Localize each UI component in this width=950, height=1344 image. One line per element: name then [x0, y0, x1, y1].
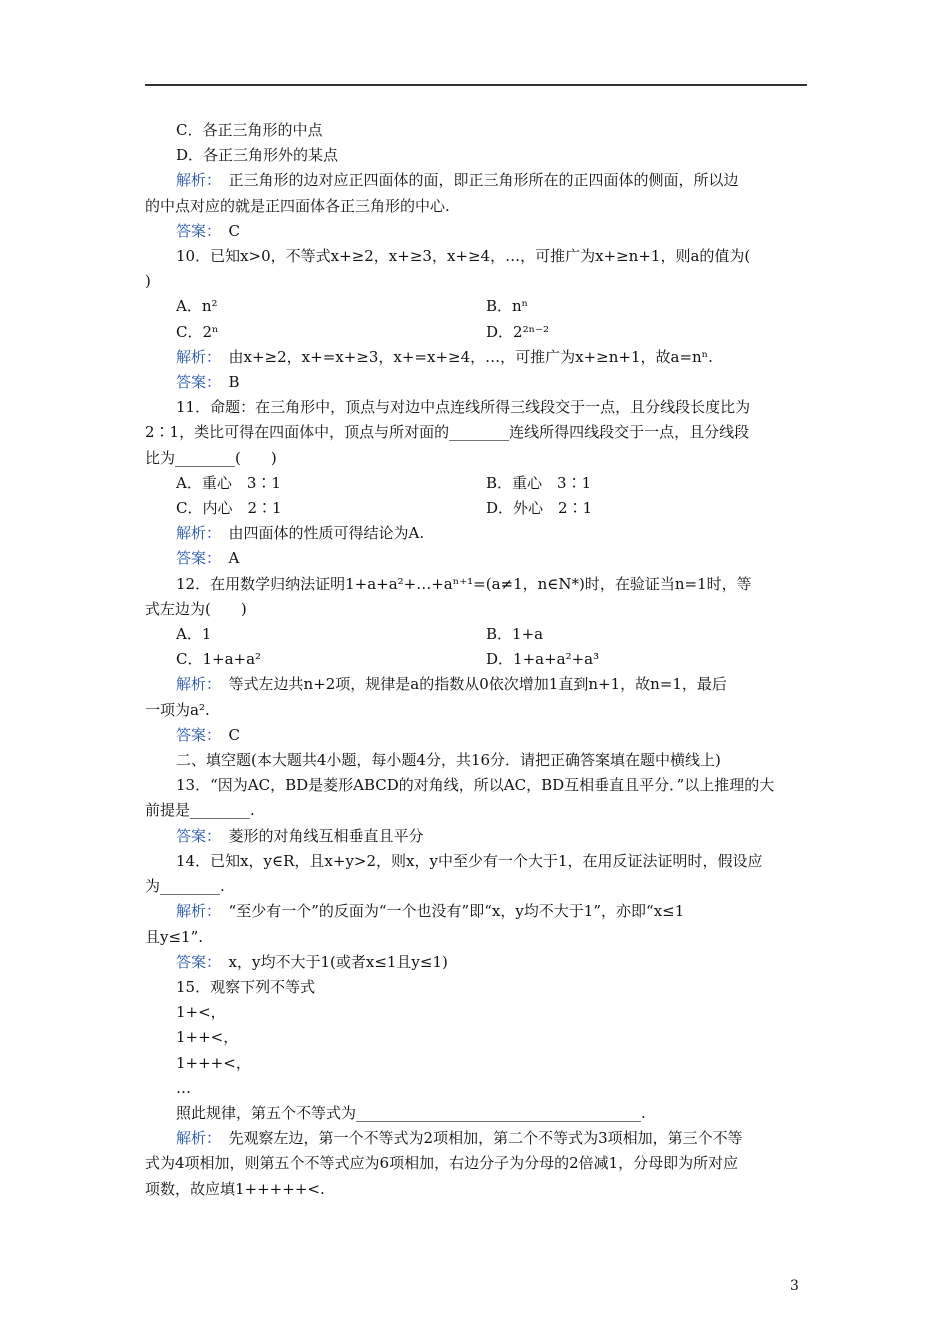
analysis-label: 解析：: [176, 347, 214, 366]
option-a: A．n²: [176, 297, 218, 316]
option-a: A．1: [176, 625, 212, 644]
answer-label: 答案：: [176, 826, 214, 845]
option-d-q9: D．各正三角形外的某点: [176, 146, 339, 165]
analysis-text: 正三角形的边对应正四面体的面，即正三角形所在的正四面体的侧面，所以边: [228, 171, 739, 190]
analysis-text: 等式左边共n+2项，规律是a的指数从0依次增加1直到n+1，故n=1，最后: [228, 675, 727, 694]
analysis-q9-cont: 的中点对应的就是正四面体各正三角形的中心.: [145, 196, 450, 215]
answer-label: 答案：: [176, 221, 214, 240]
question-12: 12．在用数学归纳法证明1+a+a²+…+aⁿ⁺¹=(a≠1，n∈N*)时，在验证当n=1时，等: [176, 574, 752, 593]
answer-text: C: [228, 221, 241, 240]
analysis-q11: [145, 521, 807, 546]
option-a: A．重心 3∶1: [176, 473, 281, 492]
options-row: [145, 320, 807, 345]
answer-q13: [145, 824, 807, 849]
option-d: D．外心 2∶1: [486, 499, 593, 518]
question-13-cont: 前提是________.: [145, 801, 255, 820]
option-b: B．1+a: [486, 625, 544, 644]
answer-text: C: [228, 725, 241, 744]
answer-text: 菱形的对角线互相垂直且平分: [228, 826, 424, 845]
analysis-label: 解析：: [176, 1129, 214, 1148]
analysis-q9: [145, 168, 807, 193]
question-14: 14．已知x，y∈R，且x+y>2，则x，y中至少有一个大于1，在用反证法证明时，假设应: [176, 851, 763, 870]
answer-q9: [145, 219, 807, 244]
answer-text: B: [228, 373, 240, 392]
analysis-text: 由四面体的性质可得结论为A.: [228, 524, 425, 543]
options-row: [145, 496, 807, 521]
option-c: C．内心 2∶1: [176, 499, 282, 518]
answer-q10: [145, 370, 807, 395]
option-d: D．1+a+a²+a³: [486, 650, 600, 669]
analysis-text: “至少有一个”的反面为“一个也没有”即“x，y均不大于1”，亦即“x≤1: [228, 902, 685, 921]
analysis-label: 解析：: [176, 171, 214, 190]
analysis-q12-cont: 一项为a².: [145, 700, 210, 719]
question-12-cont: 式左边为( ): [145, 599, 247, 618]
option-c: C．2ⁿ: [176, 322, 219, 341]
inequality-line: 1+<，: [176, 1003, 226, 1022]
question-15-prompt: 照此规律，第五个不等式为______________________________________.: [176, 1103, 646, 1122]
analysis-q10: [145, 345, 807, 370]
answer-label: 答案：: [176, 952, 214, 971]
option-c: C．1+a+a²: [176, 650, 262, 669]
analysis-label: 解析：: [176, 524, 214, 543]
options-row: [145, 622, 807, 647]
question-10: 10．已知x>0，不等式x+≥2，x+≥3，x+≥4，…，可推广为x+≥n+1，则a的值为(: [176, 247, 751, 266]
analysis-q14-cont: 且y≤1”.: [145, 927, 204, 946]
analysis-label: 解析：: [176, 902, 214, 921]
question-11-cont: 2∶1，类比可得在四面体中，顶点与所对面的________连线所得四线段交于一点，且分线段: [145, 423, 750, 442]
answer-q12: [145, 723, 807, 748]
analysis-q15: [145, 1126, 807, 1151]
answer-label: 答案：: [176, 549, 214, 568]
analysis-text: 由x+≥2，x+=x+≥3，x+=x+≥4，…，可推广为x+≥n+1，故a=nⁿ.: [228, 347, 713, 366]
option-d: D．2²ⁿ⁻²: [486, 322, 550, 341]
inequality-line: …: [176, 1078, 191, 1097]
analysis-q15-cont: 式为4项相加，则第五个不等式应为6项相加，右边分子为分母的2倍减1，分母即为所对应: [145, 1154, 739, 1173]
answer-text: x，y均不大于1(或者x≤1且y≤1): [228, 952, 448, 971]
inequality-line: 1++<，: [176, 1028, 239, 1047]
analysis-q15-cont: 项数，故应填1+++++<.: [145, 1179, 325, 1198]
inequality-line: 1+++<，: [176, 1053, 251, 1072]
page-content: [145, 118, 807, 1202]
question-11-cont: 比为________( ): [145, 448, 277, 467]
analysis-q14: [145, 899, 807, 924]
option-c-q9: C．各正三角形的中点: [176, 121, 323, 139]
question-10-cont: ): [145, 272, 151, 291]
answer-q14: [145, 950, 807, 975]
options-row: [145, 647, 807, 672]
analysis-label: 解析：: [176, 675, 214, 694]
question-11: 11．命题：在三角形中，顶点与对边中点连线所得三线段交于一点，且分线段长度比为: [176, 398, 751, 417]
analysis-text: 先观察左边，第一个不等式为2项相加，第二个不等式为3项相加，第三个不等: [228, 1129, 743, 1148]
options-row: [145, 471, 807, 496]
analysis-q12: [145, 672, 807, 697]
answer-label: 答案：: [176, 373, 214, 392]
answer-text: A: [228, 549, 240, 568]
header-rule: [145, 84, 807, 86]
option-b: B．重心 3∶1: [486, 473, 592, 492]
answer-label: 答案：: [176, 725, 214, 744]
options-row: [145, 294, 807, 319]
answer-q11: [145, 546, 807, 571]
question-15: 15．观察下列不等式: [176, 977, 316, 996]
page-number: 3: [790, 1278, 799, 1294]
section-heading: 二、填空题(本大题共4小题，每小题4分，共16分．请把正确答案填在题中横线上): [176, 751, 721, 770]
question-14-cont: 为________.: [145, 877, 225, 896]
option-b: B．nⁿ: [486, 297, 529, 316]
question-13: 13．“因为AC，BD是菱形ABCD的对角线，所以AC，BD互相垂直且平分．”以上推理的大: [176, 776, 775, 795]
